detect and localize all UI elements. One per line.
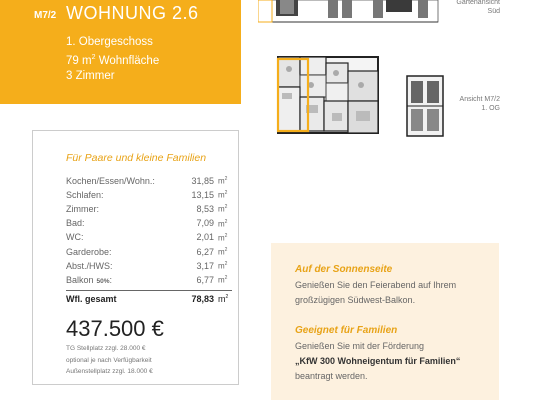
unit-code: M7/2 xyxy=(34,10,57,21)
sun-side-heading: Auf der Sonnenseite xyxy=(295,264,393,275)
room-list xyxy=(66,174,232,287)
room-row: Bad: 7,09 $m^2$ xyxy=(66,218,228,229)
room-row: WC: 2,01 $m^2$ xyxy=(66,232,228,243)
room-row: Garderobe: 6,27 $m^2$ xyxy=(66,246,228,257)
floor-plan-drawing xyxy=(276,55,380,135)
family-heading: Geeignet für Familien xyxy=(295,325,398,336)
parking-notes: TG Stellplatz zzgl. 28.000 € optional je nach Verfügbarkeit Außenstellplatz zzgl. 18.000 € xyxy=(66,345,153,375)
unit-view-caption: Ansicht M7/2 1. OG xyxy=(459,96,500,112)
unit-facts xyxy=(66,35,159,84)
side-elevation-drawing xyxy=(406,75,444,137)
area-card xyxy=(32,130,239,385)
room-row: Schlafen: 13,15 $m^2$ xyxy=(66,190,228,201)
area-label: 79 $m^2$ Wohnfläche xyxy=(66,54,160,67)
family-text: Genießen Sie mit der Förderung „KfW 300 Wohneigentum für Familien“ beantragt werden. xyxy=(295,341,461,381)
room-row: Zimmer: 8,53 $m^2$ xyxy=(66,204,228,215)
unit-title: WOHNUNG 2.6 xyxy=(66,3,199,23)
south-view-caption: Gartenansicht Süd xyxy=(456,0,500,15)
rooms-label: 3 Zimmer xyxy=(66,69,115,82)
target-group-title: Für Paare und kleine Familien xyxy=(66,152,207,164)
room-row: Kochen/Essen/Wohn.: 31,85 $m^2$ xyxy=(66,176,228,187)
total-row: Wfl. gesamt 78,83 $m^2$ xyxy=(66,294,229,304)
price: 437.500 € xyxy=(66,316,164,341)
south-elevation-drawing xyxy=(258,0,458,24)
highlights-box xyxy=(271,243,499,400)
room-row: Abst./HWS: 3,17 $m^2$ xyxy=(66,260,228,271)
sun-side-text: Genießen Sie den Feierabend auf Ihrem großzügigen Südwest-Balkon. xyxy=(295,280,457,305)
room-row: Balkon 50%: 6,77 $m^2$ xyxy=(66,274,228,285)
total-divider xyxy=(66,290,232,291)
floor-label: 1. Obergeschoss xyxy=(66,36,153,48)
unit-header xyxy=(0,0,241,104)
